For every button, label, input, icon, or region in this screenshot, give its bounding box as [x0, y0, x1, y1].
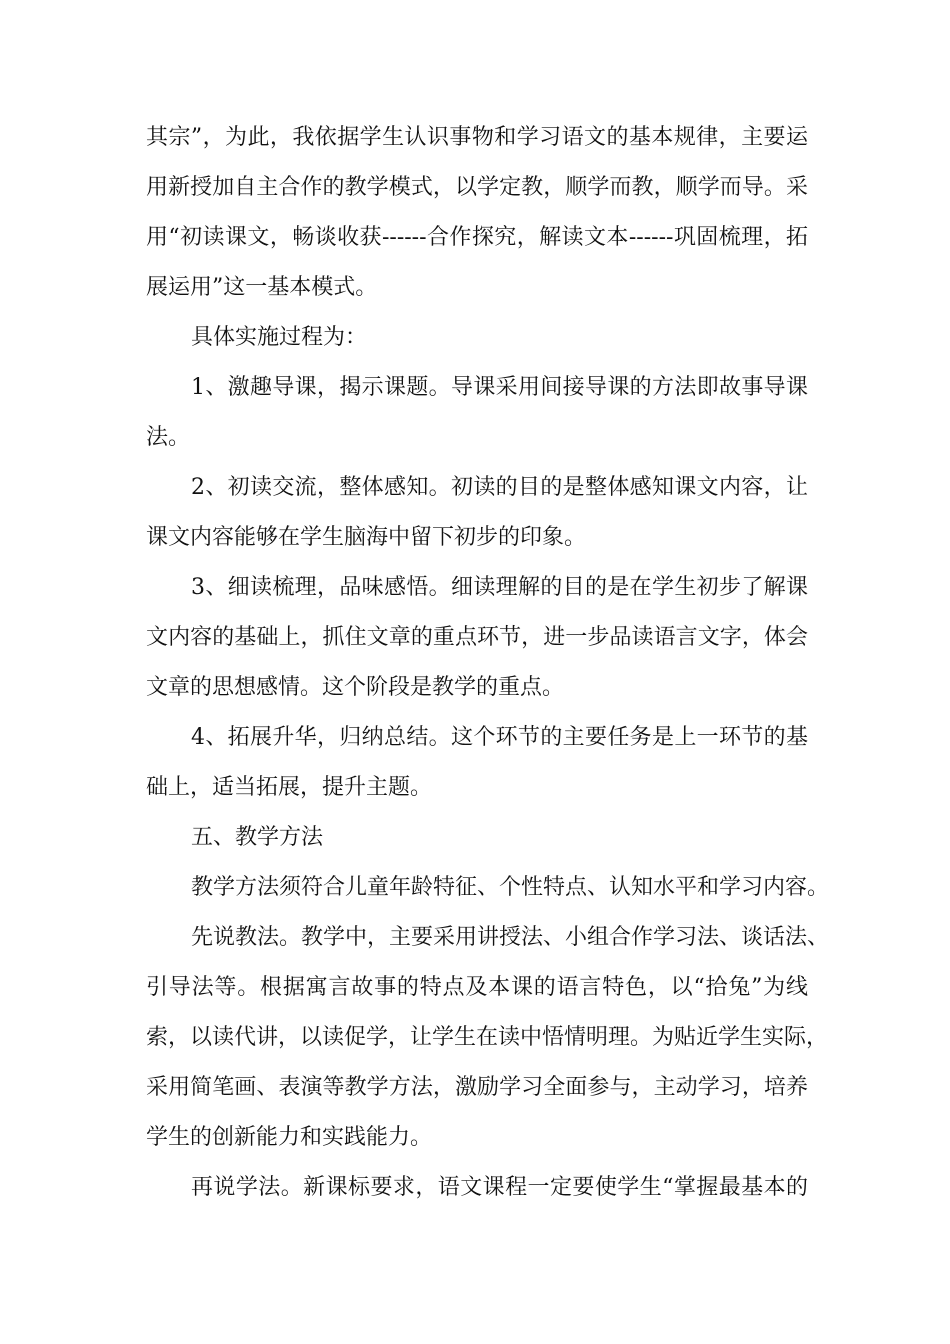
text-line: 索，以读代讲，以读促学，让学生在读中悟情明理。为贴近学生实际，	[146, 1025, 829, 1050]
text-line: 3、细读梳理，品味感悟。细读理解的目的是在学生初步了解课	[191, 575, 808, 600]
text-line: 先说教法。教学中，主要采用讲授法、小组合作学习法、谈话法、	[191, 925, 830, 950]
text-line: 采用简笔画、表演等教学方法，激励学习全面参与，主动学习，培养	[146, 1075, 808, 1100]
text-line: 1、激趣导课，揭示课题。导课采用间接导课的方法即故事导课	[191, 375, 808, 400]
text-line: 展运用”这一基本模式。	[146, 275, 378, 300]
text-line: 文章的思想感情。这个阶段是教学的重点。	[146, 675, 565, 700]
text-line: 础上，适当拓展，提升主题。	[146, 775, 433, 800]
text-line: 教学方法须符合儿童年龄特征、个性特点、认知水平和学习内容。	[191, 875, 830, 900]
text-line: 法。	[146, 425, 191, 450]
section-heading: 五、教学方法	[191, 825, 324, 850]
text-line: 引导法等。根据寓言故事的特点及本课的语言特色，以“拾兔”为线	[146, 975, 808, 1000]
text-line: 课文内容能够在学生脑海中留下初步的印象。	[146, 525, 587, 550]
text-line: 学生的创新能力和实践能力。	[146, 1125, 433, 1150]
text-line: 文内容的基础上，抓住文章的重点环节，进一步品读语言文字，体会	[146, 625, 808, 650]
text-line: 2、初读交流，整体感知。初读的目的是整体感知课文内容，让	[191, 475, 808, 500]
text-line: 再说学法。新课标要求，语文课程一定要使学生“掌握最基本的	[191, 1175, 808, 1200]
text-line: 4、拓展升华，归纳总结。这个环节的主要任务是上一环节的基	[191, 725, 808, 750]
text-line: 用“初读课文，畅谈收获------合作探究，解读文本------巩固梳理，拓	[146, 225, 808, 250]
text-line: 其宗”，为此，我依据学生认识事物和学习语文的基本规律，主要运	[146, 125, 808, 150]
text-line: 用新授加自主合作的教学模式，以学定教，顺学而教，顺学而导。采	[146, 175, 808, 200]
text-line: 具体实施过程为：	[191, 325, 368, 350]
